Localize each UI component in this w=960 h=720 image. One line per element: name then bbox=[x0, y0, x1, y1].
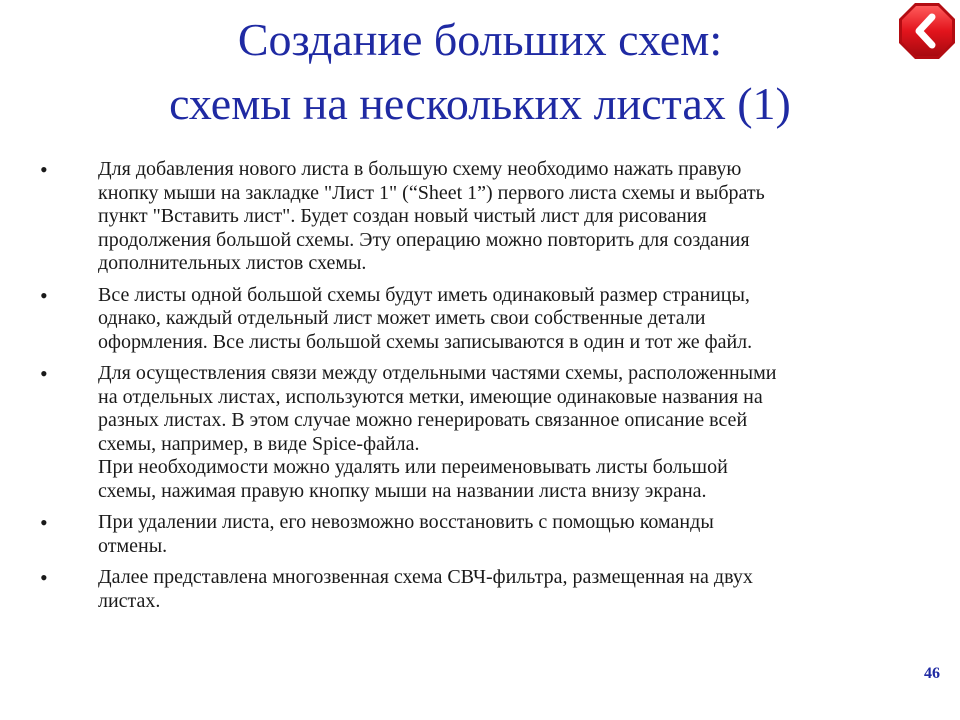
bullet-text-line: пункт "Вставить лист". Будет создан новый чистый лист для рисования bbox=[98, 205, 707, 227]
chevron-left-icon bbox=[898, 2, 956, 60]
bullet-text-line: Для осуществления связи между отдельными частями схемы, расположенными bbox=[98, 362, 777, 384]
bullet-dot: • bbox=[40, 361, 48, 386]
title-line-1: Создание больших схем: bbox=[237, 14, 723, 65]
title-line-2: схемы на нескольких листах (1) bbox=[169, 78, 791, 129]
back-button[interactable] bbox=[898, 2, 956, 60]
bullet-list bbox=[40, 158, 930, 621]
bullet-item bbox=[40, 362, 930, 503]
bullet-text-line: разных листах. В этом случае можно генерировать связанное описание всей bbox=[98, 409, 748, 431]
bullet-dot: • bbox=[40, 510, 48, 535]
bullet-item bbox=[40, 566, 930, 613]
bullet-text-line: кнопку мыши на закладке "Лист 1" (“Sheet 1”) первого листа схемы и выбрать bbox=[98, 181, 765, 204]
bullet-text-line: оформления. Все листы большой схемы записываются в один и тот же файл. bbox=[98, 330, 753, 353]
bullet-dot: • bbox=[40, 157, 48, 182]
bullet-item bbox=[40, 284, 930, 355]
bullet-text-line: Для добавления нового листа в большую схему необходимо нажать правую bbox=[98, 158, 742, 180]
bullet-text-line: схемы, например, в виде Spice-файла. bbox=[98, 432, 420, 455]
bullet-text-line: отмены. bbox=[98, 534, 168, 557]
bullet-dot: • bbox=[40, 282, 48, 308]
bullet-item bbox=[40, 511, 930, 558]
bullet-text-line: При удалении листа, его невозможно восстановить с помощью команды bbox=[98, 511, 714, 533]
bullet-text-line: дополнительных листов схемы. bbox=[98, 252, 367, 274]
bullet-text-line: Далее представлена многозвенная схема СВЧ-фильтра, размещенная на двух bbox=[98, 566, 753, 588]
bullet-text-line: схемы, нажимая правую кнопку мыши на названии листа внизу экрана. bbox=[98, 479, 707, 502]
bullet-dot: • bbox=[40, 565, 48, 590]
slide-title bbox=[80, 8, 880, 136]
bullet-text-line: продолжения большой схемы. Эту операцию можно повторить для создания bbox=[98, 228, 750, 251]
bullet-text-line: Все листы одной большой схемы будут иметь одинаковый размер страницы, bbox=[98, 283, 750, 306]
bullet-text-line: При необходимости можно удалять или переименовывать листы большой bbox=[98, 456, 728, 478]
bullet-text-line: на отдельных листах, используются метки, имеющие одинаковые названия на bbox=[98, 385, 763, 408]
bullet-text-line: листах. bbox=[98, 589, 161, 612]
page-number: 46 bbox=[924, 665, 940, 682]
bullet-item bbox=[40, 158, 930, 276]
bullet-text-line: однако, каждый отдельный лист может иметь свои собственные детали bbox=[98, 307, 706, 329]
